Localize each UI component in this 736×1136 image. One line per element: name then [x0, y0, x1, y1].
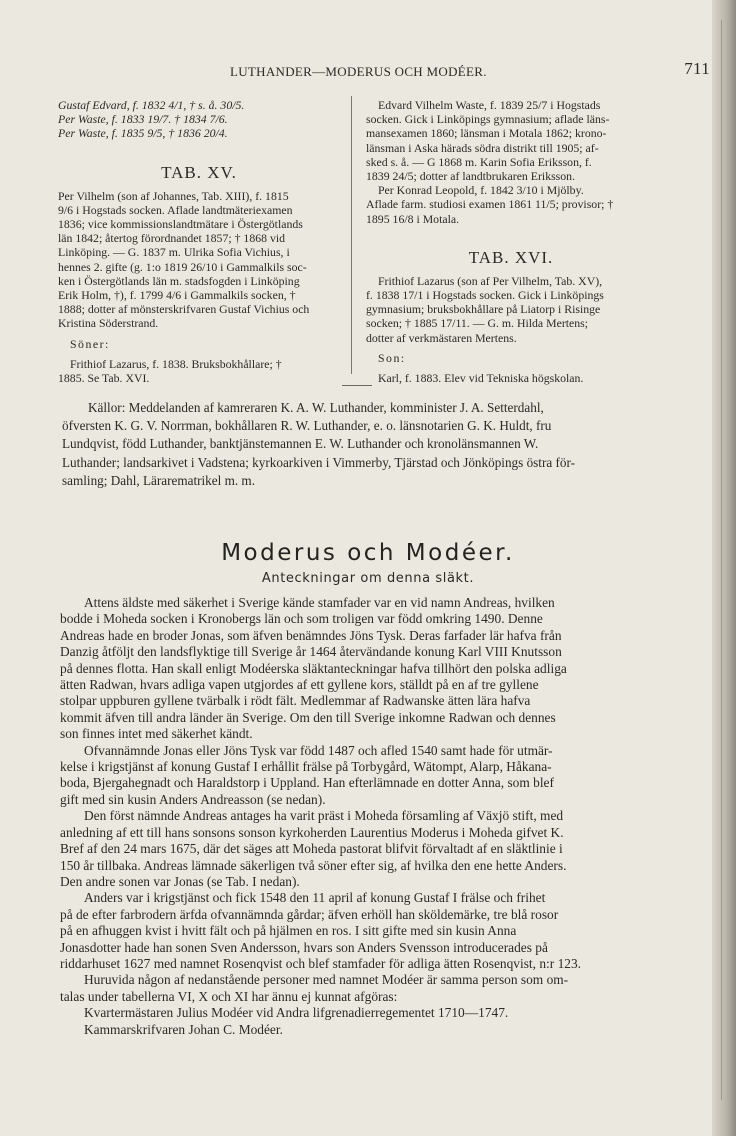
right-top-line: 1895 16/8 i Motala. — [366, 211, 460, 226]
body-line: stolpar uppburen gyllene tvärbalk i rödt fält. Medlemmar af Radwanske ätten lära hafva — [60, 693, 531, 709]
section-rule — [342, 385, 372, 386]
body-line: Bref af den 24 mars 1675, där det säges att Moheda pastorat blifvit förvaltadt af en släktlinie i — [60, 841, 563, 857]
sources-line: samling; Dahl, Lärarematrikel m. m. — [62, 472, 255, 488]
sources-line: Källor: Meddelanden af kamreraren K. A. W. Luthander, komminister J. A. Setterdahl, — [88, 400, 544, 415]
entry-line: Kristina Söderstrand. — [58, 316, 159, 331]
right-top-line: Aflade farm. studiosi examen 1861 11/5; provisor; † — [366, 197, 614, 212]
body-line: bodde i Moheda socken i Kronobergs län och som troligen var född omkring 1490. Denne — [60, 611, 543, 627]
entry-line: 9/6 i Hogstads socken. Aflade landtmäteriexamen — [58, 202, 293, 217]
entry-line: hennes 2. gifte (g. 1:o 1819 26/10 i Gammalkils soc- — [58, 259, 307, 274]
right-top-line: sked s. å. — G 1868 m. Karin Sofia Eriksson, f. — [366, 154, 592, 169]
body-line: kelse i krigstjänst af konung Gustaf I erhållit frälse på Torbygård, Wätompt, Alarp, Håkana- — [60, 759, 552, 775]
running-head — [60, 59, 710, 84]
entry-line: Linköping. — G. 1837 m. Ulrika Sofia Vichius, i — [58, 245, 290, 260]
right-top-line: socken. Gick i Linköpings gymnasium; aflade läns- — [366, 112, 610, 127]
body-line: Huruvida någon af nedanstående personer med namnet Modéer är samma person som om- — [84, 972, 569, 988]
entry-line: 1836; vice kommissionslandtmätare i Östergötlands — [58, 217, 303, 232]
sons-heading: Söner: — [70, 336, 110, 351]
left-top-line: Gustaf Edvard, f. 1832 4/1, † s. å. 30/5. — [58, 98, 245, 112]
entry-line: ken i Östergötlands län m. stadsfogden i Linköping — [58, 273, 300, 288]
sources-line: Luthander; landsarkivet i Vadstena; kyrkoarkiven i Vimmerby, Tjärstad och Jönköpings östra för- — [62, 454, 576, 470]
entry-line: län 1842; återtog förordnandet 1857; † 1868 vid — [58, 231, 286, 246]
body-line: gift med sin kusin Anders Andreasson (se nedan). — [60, 791, 326, 807]
son-line: Karl, f. 1883. Elev vid Tekniska högskolan. — [378, 371, 584, 386]
body-line: Den först nämnde Andreas antages ha varit präst i Moheda församling af Växjö stift, med — [84, 808, 564, 824]
right-top-line: Per Konrad Leopold, f. 1842 3/10 i Mjölby. — [378, 183, 584, 198]
entry-line: f. 1838 17/1 i Hogstads socken. Gick i Linköpings — [366, 288, 604, 303]
left-top-line: Per Waste, f. 1833 19/7. † 1834 7/6. — [58, 112, 228, 127]
body-line: anledning af ett till hans sonsons sonson kyrkoherden Laurentius Moderus i Moheda gifvet K. — [60, 824, 564, 840]
body-line: 150 år tillbaka. Andreas lämnade säkerligen två söner efter sig, af hvilka den ene hette Anders. — [60, 857, 567, 873]
entry-line: Per Vilhelm (son af Johannes, Tab. XIII), f. 1815 — [58, 188, 289, 203]
son-line: 1885. Se Tab. XVI. — [58, 371, 150, 386]
family-subtitle: Anteckningar om denna släkt. — [261, 571, 475, 586]
body-line: Ofvannämnde Jonas eller Jöns Tysk var född 1487 och afled 1540 samt hade för utmär- — [84, 742, 553, 758]
entry-line: Erik Holm, †), f. 1799 4/6 i Gammalkils socken, † — [58, 288, 296, 303]
sources-line: Lundqvist, född Luthander, banktjänstemannen E. W. Luthander och kronolänsmannen W. — [62, 436, 539, 452]
body-line: boda, Bjergahegnadt och Haraldstorp i Uppland. Han efterlämnade en dotter Anna, som blef — [60, 775, 554, 791]
body-line: på de efter farbrodern ärfda ofvannämnda gårdar; äfven erhöll han sköldemärke, tre blå rosor — [60, 906, 559, 922]
entry-line: 1888; dotter af mönsterskrifvaren Gustaf Vichius och — [58, 302, 310, 317]
body-line: på dennes flotta. Han skall enligt Modéerska släktanteckningar hafva tillhört den polska adliga — [60, 660, 567, 676]
tab-xvi-heading: TAB. XVI. — [468, 247, 554, 267]
entry-line: dotter af verkmästaren Mertens. — [366, 330, 517, 345]
sources-paragraph — [62, 399, 662, 490]
right-top-line: länsman i Aska härads södra distrikt till 1905; af- — [366, 140, 599, 155]
body-line: Danzig åtföljt den landsflyktige till Sverige år 1464 återvändande konung Karl VIII Knutsson — [60, 644, 562, 660]
body-line: Den andre sonen var Jonas (se Tab. I nedan). — [60, 873, 300, 889]
left-top-line: Per Waste, f. 1835 9/5, † 1836 20/4. — [58, 126, 228, 141]
right-top-line: mansexamen 1860; länsman i Motala 1862; krono- — [366, 126, 607, 141]
body-line: talas under tabellerna VI, X och XI har ännu ej kunnat afgöras: — [60, 988, 398, 1004]
body-line: Andreas hade en broder Jonas, som äfven benämndes Jöns Tysk. Deras farfader lär hafva från — [60, 627, 562, 643]
entry-line: socken; † 1885 17/11. — G. m. Hilda Mertens; — [366, 316, 589, 331]
right-top-line: 1839 24/5; dotter af landtbrukaren Eriksson. — [366, 169, 576, 184]
sources-line: öfversten K. G. V. Norrman, bokhållaren R. W. Luthander, e. o. länsnotarien G. K. Huldt, fru — [62, 418, 552, 434]
body-line: kommit äfven till andra länder än Sverige. Om den till Sverige inkomne Radwan och dennes — [60, 709, 556, 725]
body-line: Attens äldste med säkerhet i Sverige kände stamfader var en vid namn Andreas, hvilken — [84, 595, 555, 610]
body-line: Anders var i krigstjänst och fick 1548 den 11 april af konung Gustaf I frälse och frihet — [84, 890, 546, 906]
body-line: ätten Radwan, hvars adliga vapen utgjordes af ett gyllene kors, ställdt på en af tre gyllene — [60, 677, 539, 693]
entry-line: Frithiof Lazarus (son af Per Vilhelm, Tab. XV), — [378, 273, 603, 288]
family-title: Moderus och Modéer. — [221, 540, 515, 566]
body-line: Jonasdotter hade han sonen Sven Andersson, hvars son Anders Svensson introducerades på — [60, 939, 548, 955]
body-line: riddarhuset 1627 med namnet Rosenqvist och blef stamfader för adliga ätten Rosenqvist, n:r 123. — [60, 955, 581, 971]
tab-xv-heading: TAB. XV. — [161, 162, 237, 182]
column-divider — [351, 96, 352, 374]
family-body-text — [60, 595, 658, 1038]
son-heading: Son: — [378, 350, 406, 365]
left-column — [58, 98, 340, 385]
body-line: Kammarskrifvaren Johan C. Modéer. — [84, 1021, 283, 1037]
body-line: på en afhuggen kvist i hvitt fält och på hjälmen en ros. I sitt gifte med sin kusin Anna — [60, 923, 517, 939]
body-line: Kvartermästaren Julius Modéer vid Andra lifgrenadierregementet 1710—1747. — [84, 1005, 509, 1021]
right-column — [366, 98, 656, 385]
son-line: Frithiof Lazarus, f. 1838. Bruksbokhållare; † — [70, 356, 282, 371]
right-top-line: Edvard Vilhelm Waste, f. 1839 25/7 i Hogstads — [378, 98, 601, 112]
page-number: 711 — [684, 59, 710, 78]
body-line: son finnes intet med säkerhet kändt. — [60, 726, 253, 742]
running-head-title: LUTHANDER—MODERUS OCH MODÉER. — [230, 64, 487, 79]
entry-line: gymnasium; bruksbokhållare på Liatorp i Risinge — [366, 302, 601, 317]
page-edge-shadow — [712, 0, 736, 1136]
